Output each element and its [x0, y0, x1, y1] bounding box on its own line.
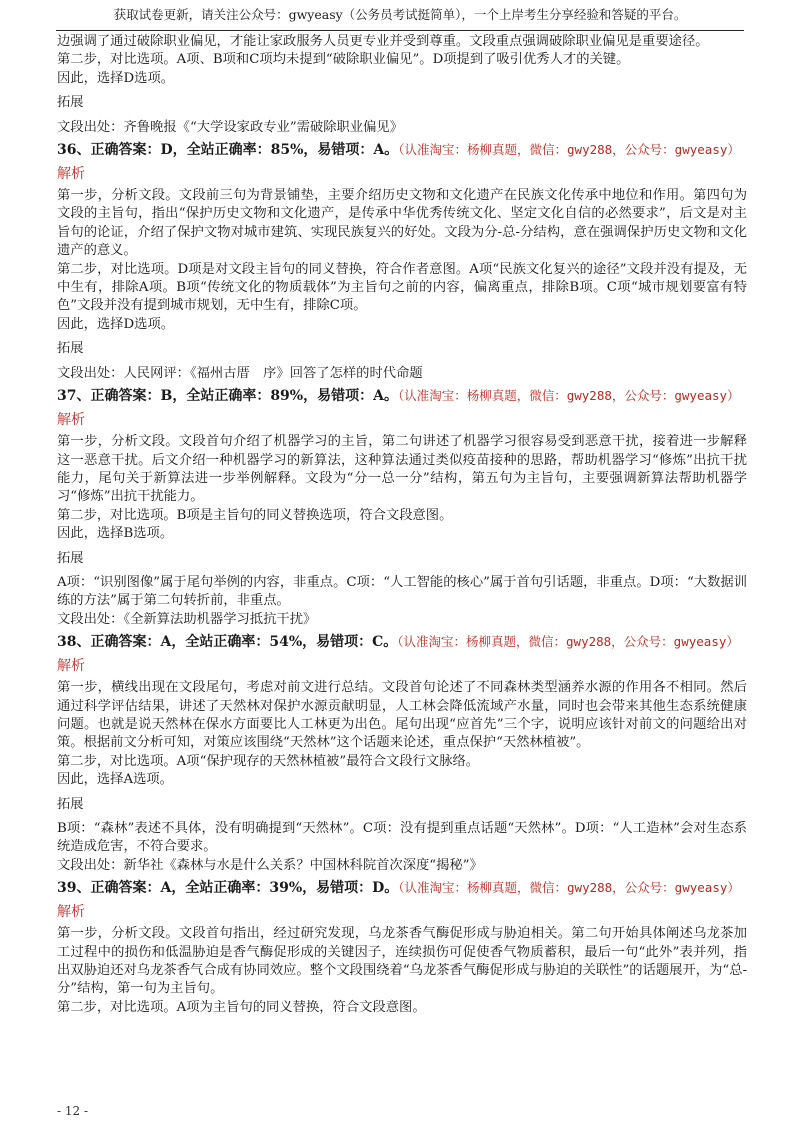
jiexi-label: 解析 — [57, 658, 85, 675]
answer-text: 36、正确答案：D，全站正确率：85%，易错项：A。 — [57, 142, 399, 159]
page-number: - 12 - — [57, 1104, 89, 1118]
answer-note: （认准淘宝：杨柳真题，微信：gwy288，公众号：gwyeasy） — [398, 142, 740, 158]
answer-note: （认准淘宝：杨柳真题，微信：gwy288，公众号：gwyeasy） — [397, 634, 739, 650]
document-body — [57, 33, 747, 1017]
analysis-paragraph: 第一步，分析文段。文段首句介绍了机器学习的主旨，第二句讲述了机器学习很容易受到恶意干扰，接着进一步解释这一恶意干扰。后文介绍一种机器学习的新算法，这种算法通过类似疫苗接种的思路，帮助机器学习“修炼”出抗干扰能力，尾句关于新算法进一步举例解释。文段为“分一总一分”结构，第五句为主旨句，主要强调新算法帮助机器学习“修炼”出抗干扰能力。 — [57, 434, 747, 505]
source-line: 文段出处：新华社《森林与水是什么关系？中国林科院首次深度“揭秘”》 — [57, 857, 483, 873]
jiexi-label: 解析 — [57, 904, 85, 921]
tuozhan-label: 拓展 — [57, 550, 84, 566]
analysis-paragraph: 第一步，横线出现在文段尾句，考虑对前文进行总结。文段首句论述了不同森林类型涵养水源的作用各不相同。然后通过科学评估结果，讲述了天然林对保护水源贡献明显，人工林会降低流域产水量，同时也会带来其他生态系统健康问题。也就是说天然林在保水方面要比人工林更为出色。尾句出现“应首先”三个字，说明应该针对前文的问题给出对策。根据前文分析可知，对策应该围绕“天然林”这个话题来论述，重点保护“天然林植被”。 — [57, 680, 747, 751]
answer-note: （认准淘宝：杨柳真题，微信：gwy288，公众号：gwyeasy） — [398, 880, 740, 896]
analysis-paragraph: 因此，选择A选项。 — [57, 772, 173, 788]
analysis-paragraph: 第二步，对比选项。B项是主旨句的同义替换选项，符合文段意图。 — [57, 507, 453, 523]
extension-paragraph: A项：“识别图像”属于尾句举例的内容，非重点。C项：“人工智能的核心”属于首句引话题，非重点。D项：“大数据训练的方法”属于第二句转折前，非重点。 — [57, 574, 747, 609]
intro-paragraph: 因此，选择D选项。 — [57, 70, 175, 86]
analysis-paragraph: 因此，选择B选项。 — [57, 526, 174, 542]
source-line: 文段出处：人民网评：《福州古厝 序》回答了怎样的时代命题 — [57, 365, 423, 381]
tuozhan-label: 拓展 — [57, 95, 84, 111]
analysis-paragraph: 第二步，对比选项。A项“保护现存的天然林植被”最符合文段行文脉络。 — [57, 753, 480, 769]
answer-text: 39、正确答案：A，全站正确率：39%，易错项：D。 — [57, 880, 399, 897]
tuozhan-label: 拓展 — [57, 341, 84, 357]
answer-heading — [57, 631, 747, 653]
answer-heading — [57, 139, 747, 161]
source-line: 文段出处：《全新算法助机器学习抵抗干扰》 — [57, 611, 317, 627]
answer-text: 38、正确答案：A，全站正确率：54%，易错项：C。 — [57, 634, 398, 651]
analysis-paragraph: 第一步，分析文段。文段前三句为背景铺垫，主要介绍历史文物和文化遗产在民族文化传承中地位和作用。第四句为文段的主旨句，指出“保护历史文物和文化遗产，是传承中华优秀传统文化、坚定文化自信的必然要求”，后文是对主旨句的论证，介绍了保护文物对城市建筑、实现民族复兴的好处。文段为分-总-分结构，意在强调保护历史文物和文化遗产的意义。 — [57, 188, 747, 259]
source-line: 文段出处：齐鲁晚报《“大学设家政专业”需破除职业偏见》 — [57, 119, 404, 135]
analysis-paragraph: 第一步，分析文段。文段首句指出，经过研究发现，乌龙茶香气酶促形成与胁迫相关。第二句开始具体阐述乌龙茶加工过程中的损伤和低温胁迫是香气酶促形成的关键因子，连续损伤可促使香气物质蓄积，最后一句“此外”表并列，指出双胁迫还对乌龙茶香气合成有协同效应。整个文段围绕着“乌龙茶香气酶促形成与胁迫的关联性”的话题展开，为“总-分”结构，第一句为主旨句。 — [57, 926, 747, 997]
intro-paragraph: 第二步，对比选项。A项、B项和C项均未提到“破除职业偏见”。D项提到了吸引优秀人才的关键。 — [57, 52, 630, 68]
analysis-paragraph: 因此，选择D选项。 — [57, 316, 175, 332]
answer-heading — [57, 385, 747, 407]
intro-paragraph: 边强调了通过破除职业偏见，才能让家政服务人员更专业并受到尊重。文段重点强调破除职业偏见是重要途径。 — [57, 34, 709, 49]
header-divider — [56, 30, 744, 31]
answer-text: 37、正确答案：B，全站正确率：89%，易错项：A。 — [57, 388, 398, 405]
tuozhan-label: 拓展 — [57, 796, 84, 812]
jiexi-label: 解析 — [57, 412, 85, 429]
analysis-paragraph: 第二步，对比选项。D项是对文段主旨句的同义替换，符合作者意图。A项“民族文化复兴的途径”文段并没有提及，无中生有，排除A项。B项“传统文化的物质载体”为主旨句之前的内容，偏离重点，排除B项。C项“城市规划要富有特色”文段并没有提到城市规划，无中生有，排除C项。 — [57, 261, 747, 314]
extension-paragraph: B项：“森林”表述不具体，没有明确提到“天然林”。C项：没有提到重点话题“天然林”。D项：“人工造林”会对生态系统造成危害，不符合要求。 — [57, 821, 747, 855]
answer-heading — [57, 877, 747, 899]
answer-note: （认准淘宝：杨柳真题，微信：gwy288，公众号：gwyeasy） — [397, 388, 740, 404]
analysis-paragraph: 第二步，对比选项。A项为主旨句的同义替换，符合文段意图。 — [57, 999, 426, 1015]
jiexi-label: 解析 — [57, 166, 85, 183]
page-header: 获取试卷更新，请关注公众号：gwyeasy（公务员考试挺简单），一个上岸考生分享经验和答疑的平台。 — [113, 7, 687, 22]
